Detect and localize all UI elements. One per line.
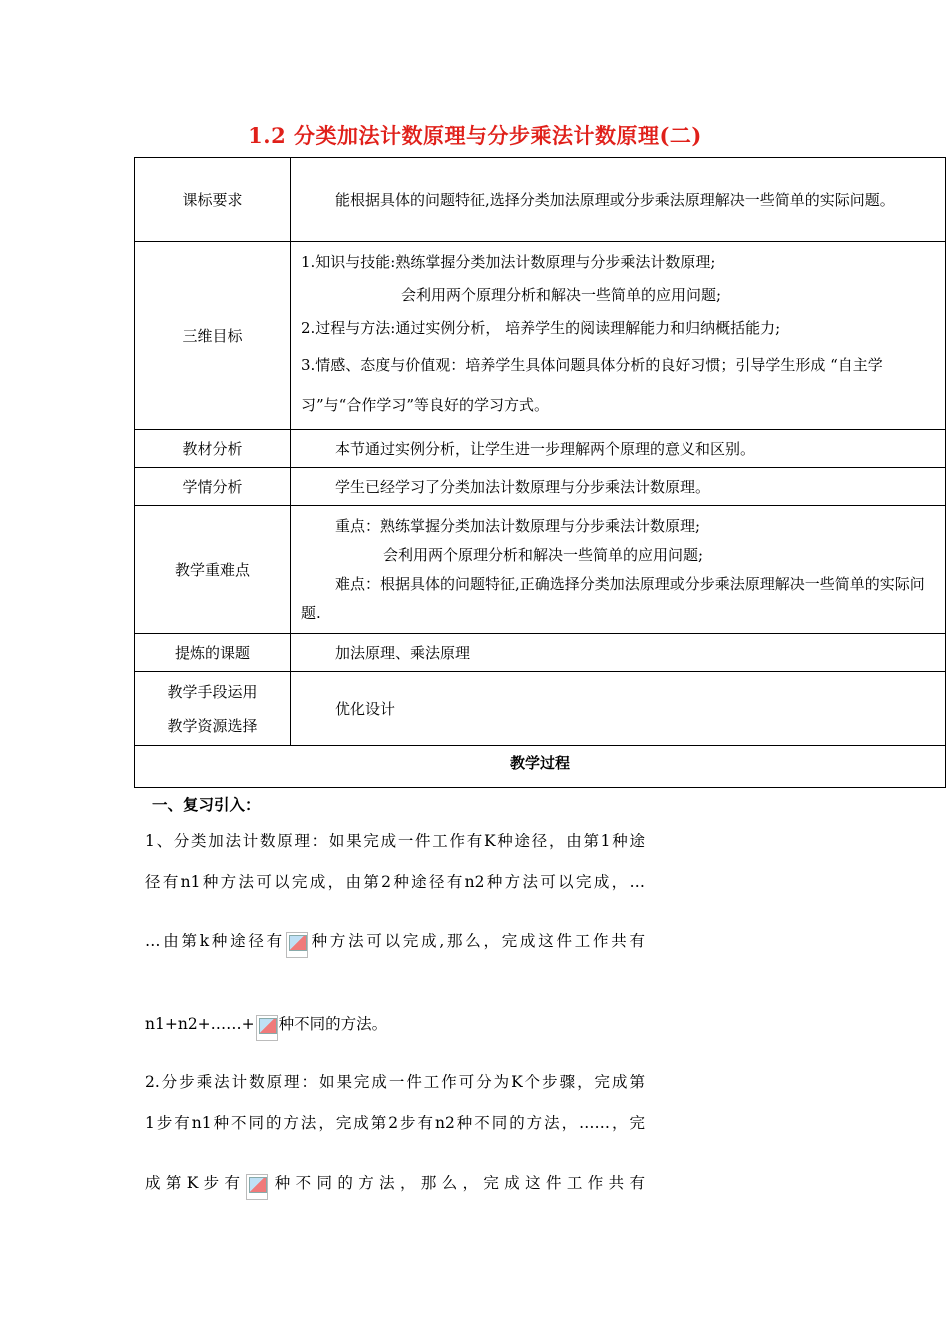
label-line: 教学资源选择 [167,716,258,735]
table-row [135,506,946,634]
text-fragment: 成第K步有 [145,1174,246,1192]
text-line: 1、分类加法计数原理：如果完成一件工作有K种途径，由第1种途 [145,832,645,850]
text-line: 会利用两个原理分析和解决一些简单的应用问题; [383,545,704,564]
table-row [135,242,946,430]
section-header: 教学过程 [135,746,946,788]
text-line: 重点：熟练掌握分类加法计数原理与分步乘法计数原理; [335,516,701,535]
text-line: 2.分步乘法计数原理：如果完成一件工作可分为K个步骤，完成第 [145,1073,645,1091]
text-line: 能根据具体的问题特征,选择分类加法原理或分步乘法原理解决一些简单的实际问题。 [335,190,895,209]
text-line: 2.过程与方法:通过实例分析， 培养学生的阅读理解能力和归纳概括能力; [301,319,781,337]
formula-image-icon [246,1174,268,1200]
text-line: 优化设计 [335,699,396,718]
row-label: 课标要求 [135,158,291,242]
row-value [291,430,946,468]
row-value [291,158,946,242]
text-line: 3.情感、态度与价值观：培养学生具体问题具体分析的良好习惯；引导学生形成 “自主学习”与“合作学习”等良好的学习方式。 [301,356,883,414]
text-fragment: 种方法可以完成,那么，完成这件工作共有 [308,932,645,950]
row-label [135,672,291,746]
table-row [135,158,946,242]
document-title: 1.2 分类加法计数原理与分步乘法计数原理(二) [248,123,702,148]
table-row [135,468,946,506]
row-label: 提炼的课题 [135,634,291,672]
row-value [291,506,946,634]
table-row [135,672,946,746]
text-fragment: …由第k种途径有 [145,932,285,950]
formula-image-icon [256,1015,278,1041]
text-fragment: 种不同的方法，那么，完成这件工作共有 [269,1174,645,1192]
lesson-plan-table [134,157,946,788]
row-label: 教材分析 [135,430,291,468]
label-line: 教学手段运用 [167,682,258,701]
text-line: 1.知识与技能:熟练掌握分类加法计数原理与分步乘法计数原理; [301,253,716,271]
row-value [291,468,946,506]
row-label: 教学重难点 [135,506,291,634]
text-line: 径有n1种方法可以完成，由第2种途径有n2种方法可以完成，… [145,873,645,891]
text-line: 难点：根据具体的问题特征,正确选择分类加法原理或分步乘法原理解决一些简单的实际问题. [301,574,925,622]
row-value [291,672,946,746]
table-row [135,634,946,672]
text-line [145,1171,645,1200]
table-row [135,746,946,788]
row-label: 学情分析 [135,468,291,506]
formula-image-icon [286,932,308,958]
row-label: 三维目标 [135,242,291,430]
section-heading: 一、复习引入： [152,795,261,814]
text-line [145,929,645,958]
row-value [291,634,946,672]
text-line [145,1012,645,1041]
text-fragment: 种不同的方法。 [278,1015,388,1033]
text-line: 加法原理、乘法原理 [335,643,471,662]
row-value [291,242,946,430]
table-row [135,430,946,468]
text-line: 本节通过实例分析，让学生进一步理解两个原理的意义和区别。 [335,439,756,458]
text-fragment: n1+n2+……+ [145,1015,255,1033]
text-line: 学生已经学习了分类加法计数原理与分步乘法计数原理。 [335,477,711,496]
text-line: 1步有n1种不同的方法，完成第2步有n2种不同的方法，……，完 [145,1114,645,1132]
text-line: 会利用两个原理分析和解决一些简单的应用问题; [401,286,722,304]
